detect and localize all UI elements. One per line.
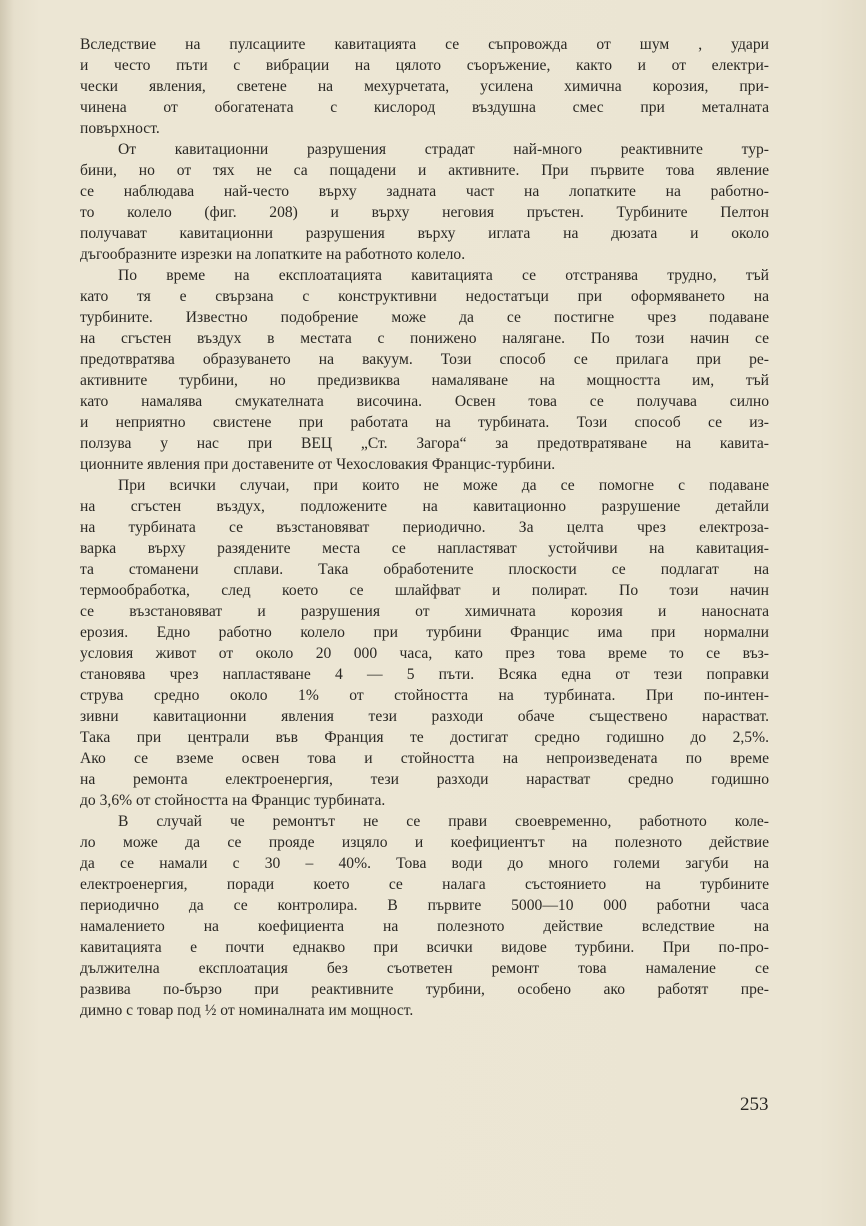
paragraph xyxy=(80,139,769,265)
text-line: ползува у нас при ВЕЦ „Ст. Загора“ за предотвратяване на кавита- xyxy=(80,435,769,452)
text-line: до 3,6% от стойността на Францис турбината. xyxy=(80,792,386,809)
text-line: то колело (фиг. 208) и върху неговия пръстен. Турбините Пелтон xyxy=(80,204,769,221)
page-number: 253 xyxy=(740,1094,769,1115)
text-line: активните турбини, но предизвиква намаляване на мощността им, тъй xyxy=(80,372,769,389)
text-line: По време на експлоатацията кавитацията се отстранява трудно, тъй xyxy=(118,267,769,284)
text-line: на ремонта електроенергия, тези разходи нарастват средно годишно xyxy=(80,771,769,788)
text-line: становява чрез напластяване 4 — 5 пъти. Всяка една от тези поправки xyxy=(80,666,769,683)
text-line: ерозия. Едно работно колело при турбини Францис има при нормални xyxy=(80,624,769,641)
text-line: Вследствие на пулсациите кавитацията се съпровожда от шум , удари xyxy=(80,36,769,53)
text-line: ло може да се прояде изцяло и коефициентът на полезното действие xyxy=(80,834,769,851)
text-line: В случай че ремонтът не се прави своевременно, работното коле- xyxy=(118,813,769,830)
text-line: като тя е свързана с конструктивни недостатъци при оформяването на xyxy=(80,288,769,305)
text-line: термообработка, след което се шлайфват и полират. По този начин xyxy=(80,582,769,599)
text-line: Ако се вземе освен това и стойността на непроизведената по време xyxy=(80,750,769,767)
text-line: димно с товар под ½ от номиналната им мощност. xyxy=(80,1002,414,1019)
text-line: чинена от обогатената с кислород въздушна смес при металната xyxy=(80,99,769,116)
text-line: намалението на коефициента на полезното действие вследствие на xyxy=(80,918,769,935)
text-line: струва средно около 1% от стойността на турбината. При по-интен- xyxy=(80,687,769,704)
paragraph xyxy=(80,475,769,811)
text-line: на турбината се възстановяват периодично. За целта чрез електроза- xyxy=(80,519,769,536)
text-line: кавитацията е почти еднакво при всички видове турбини. При по-про- xyxy=(80,939,769,956)
text-line: на сгъстен въздух в местата с понижено налягане. По този начин се xyxy=(80,330,769,347)
body-text xyxy=(80,34,769,1021)
text-line: условия живот от около 20 000 часа, като през това време то се въз- xyxy=(80,645,769,662)
text-line: зивни кавитационни явления тези разходи обаче съществено нарастват. xyxy=(80,708,769,725)
text-line: При всички случаи, при които не може да се помогне с подаване xyxy=(118,477,769,494)
text-line: чески явления, светене на мехурчетата, усилена химична корозия, при- xyxy=(80,78,769,95)
text-line: периодично да се контролира. В първите 5000—10 000 работни часа xyxy=(80,897,769,914)
paragraph xyxy=(80,811,769,1021)
text-line: се възстановяват и разрушения от химичната корозия и наносната xyxy=(80,603,769,620)
text-line: От кавитационни разрушения страдат най-много реактивните тур- xyxy=(118,141,769,158)
text-line: та стоманени сплави. Така обработените плоскости се подлагат на xyxy=(80,561,769,578)
text-line: електроенергия, поради което се налага състоянието на турбините xyxy=(80,876,769,893)
paragraph xyxy=(80,265,769,475)
text-line: и неприятно свистене при работата на турбината. Този способ се из- xyxy=(80,414,769,431)
text-line: се наблюдава най-често върху задната част на лопатките на работно- xyxy=(80,183,769,200)
text-line: да се намали с 30 – 40%. Това води до много големи загуби на xyxy=(80,855,769,872)
text-line: развива по-бързо при реактивните турбини, особено ако работят пре- xyxy=(80,981,769,998)
text-line: бини, но от тях не са пощадени и активните. При първите това явление xyxy=(80,162,769,179)
paragraph xyxy=(80,34,769,139)
text-line: дъгообразните изрезки на лопатките на работното колело. xyxy=(80,246,466,263)
text-line: като намалява смукателната височина. Освен това се получава силно xyxy=(80,393,769,410)
text-line: варка върху разядените места се напластяват устойчиви на кавитация- xyxy=(80,540,769,557)
text-line: на сгъстен въздух, подложените на кавитационно разрушение детайли xyxy=(80,498,769,515)
text-line: повърхност. xyxy=(80,120,160,137)
text-line: предотвратява образуването на вакуум. Този способ се прилага при ре- xyxy=(80,351,769,368)
text-line: Така при централи във Франция те достигат средно годишно до 2,5%. xyxy=(80,729,769,746)
text-line: ционните явления при доставените от Чехословакия Францис-турбини. xyxy=(80,456,556,473)
text-line: турбините. Известно подобрение може да се постигне чрез подаване xyxy=(80,309,769,326)
text-line: получават кавитационни разрушения върху иглата на дюзата и около xyxy=(80,225,769,242)
text-line: и често пъти с вибрации на цялото съоръжение, както и от електри- xyxy=(80,57,769,74)
text-line: дължителна експлоатация без съответен ремонт това намаление се xyxy=(80,960,769,977)
